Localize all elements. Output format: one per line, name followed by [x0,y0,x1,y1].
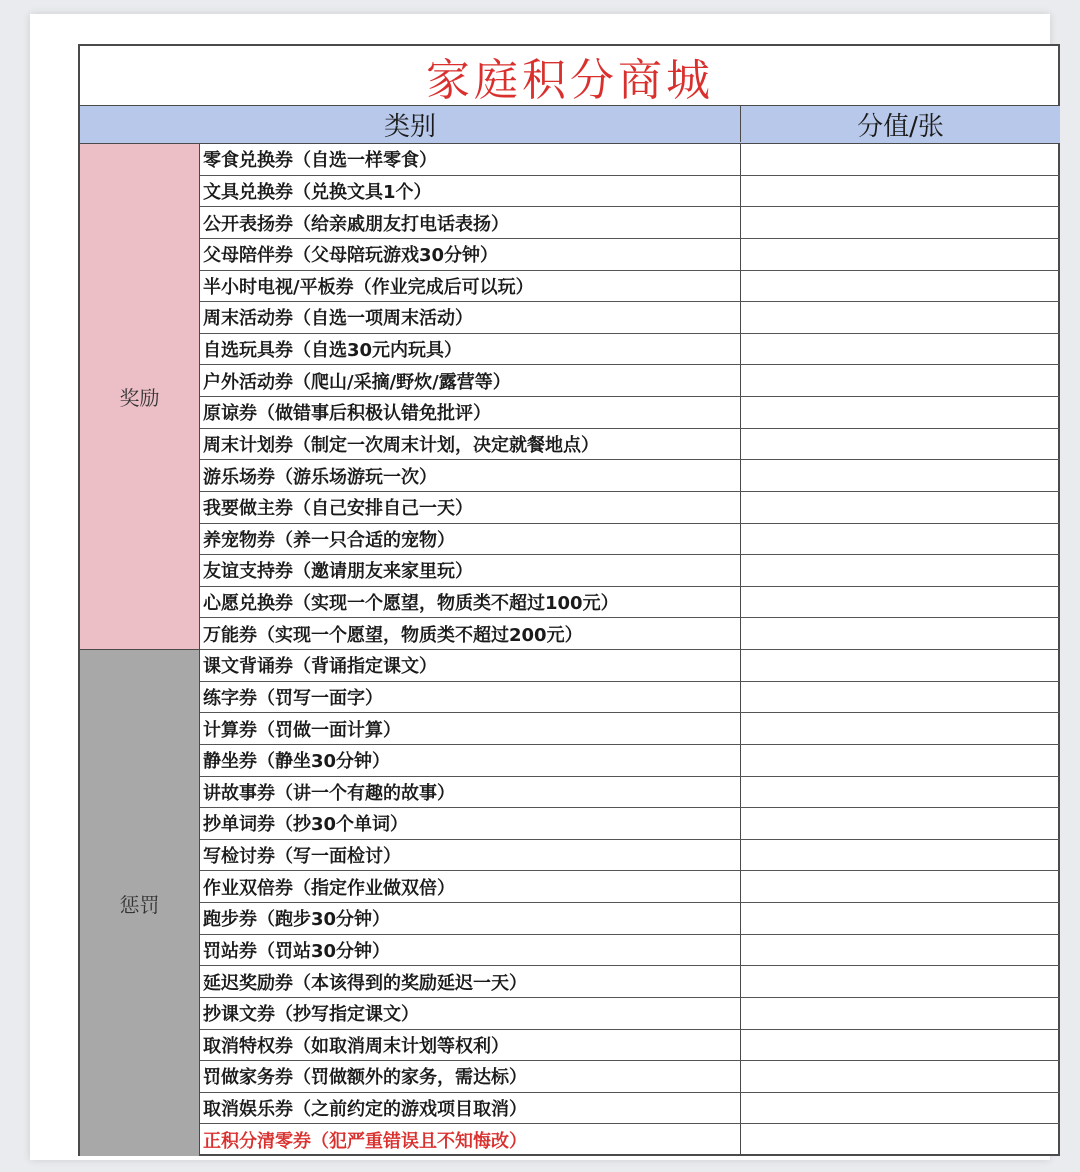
coupon-name-cell: 父母陪伴券（父母陪玩游戏30分钟） [200,239,741,270]
points-value-cell[interactable] [741,524,1060,555]
coupon-name-cell: 罚做家务券（罚做额外的家务，需达标） [200,1061,741,1092]
points-value-cell[interactable] [741,713,1060,744]
coupon-name-cell: 半小时电视/平板券（作业完成后可以玩） [200,271,741,302]
points-value-cell[interactable] [741,429,1060,460]
points-value-cell[interactable] [741,239,1060,270]
table-row [200,492,1060,524]
points-value-cell[interactable] [741,998,1060,1029]
table-row [200,1061,1060,1093]
table-row [200,239,1060,271]
points-value-cell[interactable] [741,840,1060,871]
points-value-cell[interactable] [741,935,1060,966]
table-row [200,871,1060,903]
coupon-name-cell: 作业双倍券（指定作业做双倍） [200,871,741,902]
points-value-cell[interactable] [741,682,1060,713]
coupon-name-cell: 计算券（罚做一面计算） [200,713,741,744]
coupon-name-cell: 取消特权券（如取消周末计划等权利） [200,1030,741,1061]
points-value-cell[interactable] [741,777,1060,808]
table-row [200,207,1060,239]
table-row [200,966,1060,998]
table-row [200,144,1060,176]
punish-group-label: 惩罚 [80,650,200,1156]
table-row [200,1124,1060,1156]
table-row [200,460,1060,492]
points-value-cell[interactable] [741,302,1060,333]
table-row [200,650,1060,682]
coupon-name-cell: 零食兑换券（自选一样零食） [200,144,741,175]
table-row [200,587,1060,619]
coupon-name-cell: 讲故事券（讲一个有趣的故事） [200,777,741,808]
points-value-cell[interactable] [741,1030,1060,1061]
table-row [200,334,1060,366]
table-row [200,808,1060,840]
coupon-name-cell: 游乐场券（游乐场游玩一次） [200,460,741,491]
reward-group-label: 奖励 [80,144,200,650]
table-row [200,745,1060,777]
coupon-name-cell: 静坐券（静坐30分钟） [200,745,741,776]
points-value-cell[interactable] [741,1093,1060,1124]
coupon-name-cell: 跑步券（跑步30分钟） [200,903,741,934]
table-row [200,524,1060,556]
table-body [200,144,1060,1156]
table-row [200,935,1060,967]
table-row [200,777,1060,809]
coupon-name-cell: 周末计划券（制定一次周末计划，决定就餐地点） [200,429,741,460]
coupon-name-cell: 罚站券（罚站30分钟） [200,935,741,966]
coupon-name-cell: 周末活动券（自选一项周末活动） [200,302,741,333]
points-value-cell[interactable] [741,650,1060,681]
points-value-cell[interactable] [741,1124,1060,1156]
points-value-cell[interactable] [741,460,1060,491]
table-row [200,1030,1060,1062]
coupon-name-cell: 原谅券（做错事后积极认错免批评） [200,397,741,428]
table-row [200,302,1060,334]
coupon-name-cell: 自选玩具券（自选30元内玩具） [200,334,741,365]
points-value-cell[interactable] [741,271,1060,302]
coupon-name-cell: 万能券（实现一个愿望，物质类不超过200元） [200,618,741,649]
table-row [200,840,1060,872]
points-value-cell[interactable] [741,397,1060,428]
table-row [200,998,1060,1030]
points-table [78,44,1060,1156]
table-row [200,429,1060,461]
document-page [30,14,1050,1160]
coupon-name-cell: 写检讨券（写一面检讨） [200,840,741,871]
coupon-name-cell: 延迟奖励券（本该得到的奖励延迟一天） [200,966,741,997]
coupon-name-cell: 公开表扬券（给亲戚朋友打电话表扬） [200,207,741,238]
table-title: 家庭积分商城 [80,46,1060,106]
category-header: 类别 [80,106,741,142]
points-value-cell[interactable] [741,618,1060,649]
table-row [200,682,1060,714]
coupon-name-cell: 取消娱乐券（之前约定的游戏项目取消） [200,1093,741,1124]
points-value-cell[interactable] [741,808,1060,839]
table-row [200,365,1060,397]
points-value-cell[interactable] [741,176,1060,207]
points-value-cell[interactable] [741,207,1060,238]
coupon-name-cell: 抄单词券（抄30个单词） [200,808,741,839]
points-value-cell[interactable] [741,334,1060,365]
coupon-name-cell: 友谊支持券（邀请朋友来家里玩） [200,555,741,586]
coupon-name-cell: 练字券（罚写一面字） [200,682,741,713]
points-value-cell[interactable] [741,903,1060,934]
points-value-cell[interactable] [741,966,1060,997]
points-value-cell[interactable] [741,555,1060,586]
table-header [80,106,1060,144]
points-value-cell[interactable] [741,587,1060,618]
table-row [200,903,1060,935]
table-row [200,397,1060,429]
coupon-name-cell: 心愿兑换券（实现一个愿望，物质类不超过100元） [200,587,741,618]
coupon-name-cell: 课文背诵券（背诵指定课文） [200,650,741,681]
table-row [200,555,1060,587]
points-value-cell[interactable] [741,492,1060,523]
points-value-cell[interactable] [741,871,1060,902]
table-row [200,618,1060,650]
coupon-name-cell: 正积分清零券（犯严重错误且不知悔改） [200,1124,741,1156]
points-value-cell[interactable] [741,1061,1060,1092]
coupon-name-cell: 户外活动券（爬山/采摘/野炊/露营等） [200,365,741,396]
coupon-name-cell: 文具兑换券（兑换文具1个） [200,176,741,207]
coupon-name-cell: 抄课文券（抄写指定课文） [200,998,741,1029]
points-value-cell[interactable] [741,144,1060,175]
coupon-name-cell: 养宠物券（养一只合适的宠物） [200,524,741,555]
table-row [200,713,1060,745]
coupon-name-cell: 我要做主券（自己安排自己一天） [200,492,741,523]
table-row [200,271,1060,303]
value-header: 分值/张 [857,111,944,142]
table-row [200,176,1060,208]
table-row [200,1093,1060,1125]
points-value-cell[interactable] [741,745,1060,776]
points-value-cell[interactable] [741,365,1060,396]
